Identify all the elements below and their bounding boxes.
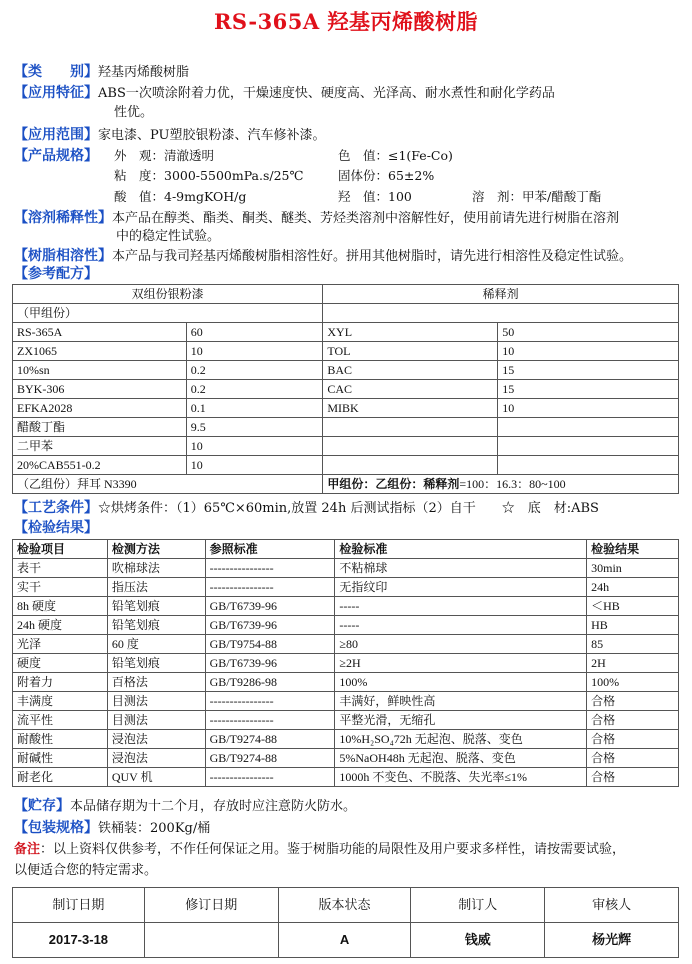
ingredient: 10%sn — [13, 361, 187, 380]
test-criterion: ----- — [335, 597, 587, 616]
signoff-header: 版本状态 — [278, 888, 411, 923]
features-text: ABS一次喷涂附着力优，干燥速度快、硬度高、光泽高、耐水煮性和耐化学药品 — [98, 86, 555, 101]
process-line — [14, 498, 599, 519]
test-method: QUV 机 — [107, 768, 205, 787]
ingredient: EFKA2028 — [13, 399, 187, 418]
amount: 9.5 — [186, 418, 323, 437]
table-row — [13, 616, 679, 635]
diluent-amount — [498, 437, 679, 456]
signoff-header-row — [13, 888, 679, 923]
table-row — [13, 597, 679, 616]
amount: 0.2 — [186, 361, 323, 380]
test-item: 8h 硬度 — [13, 597, 108, 616]
storage-text: 本品储存期为十二个月，存放时应注意防火防水。 — [70, 799, 357, 814]
spec-color: 色 值：≤1(Fe-Co) — [338, 148, 453, 163]
results-tag: 【检验结果】 — [14, 520, 98, 536]
ingredient: ZX1065 — [13, 342, 187, 361]
table-row — [13, 730, 679, 749]
amount: 10 — [186, 342, 323, 361]
formula-table — [12, 284, 679, 494]
table-row — [13, 654, 679, 673]
test-item: 耐老化 — [13, 768, 108, 787]
note-line — [14, 840, 625, 860]
diluent — [323, 418, 498, 437]
ratio-label: 甲组份：乙组份：稀释剂 — [327, 477, 460, 491]
compat-text: 本产品与我司羟基丙烯酸树脂相溶性好。拼用其他树脂时，请先进行相溶性及稳定性试验。 — [112, 249, 633, 264]
test-method: 浸泡法 — [107, 730, 205, 749]
spec-viscosity: 粘 度：3000-5500mPa.s/25℃ — [114, 168, 304, 183]
scope-tag: 【应用范围】 — [14, 127, 98, 143]
revision-date — [144, 923, 278, 958]
test-item: 表干 — [13, 559, 108, 578]
formula-group-b: （乙组份）拜耳 N3390 — [13, 475, 323, 494]
process-text: ☆烘烤条件：（1）65℃×60min,放置 24h 后测试指标（2）自干 ☆ 底 材:ABS — [98, 501, 599, 516]
reference-standard: GB/T6739-96 — [205, 616, 335, 635]
test-method: 指压法 — [107, 578, 205, 597]
packaging-line — [14, 818, 210, 839]
test-method: 浸泡法 — [107, 749, 205, 768]
reference-standard: ---------------- — [205, 559, 335, 578]
header-cell: 检验结果 — [587, 540, 679, 559]
test-method: 吹棉球法 — [107, 559, 205, 578]
test-method: 60 度 — [107, 635, 205, 654]
test-method: 目测法 — [107, 711, 205, 730]
diluent: XYL — [323, 323, 498, 342]
test-method: 铅笔划痕 — [107, 654, 205, 673]
diluent: MIBK — [323, 399, 498, 418]
table-row — [13, 559, 679, 578]
ingredient: RS-365A — [13, 323, 187, 342]
test-criterion: 不粘棉球 — [335, 559, 587, 578]
table-row — [13, 456, 679, 475]
signoff-header: 修订日期 — [144, 888, 278, 923]
test-item: 硬度 — [13, 654, 108, 673]
formula-group-a-row — [13, 304, 679, 323]
test-result: 2H — [587, 654, 679, 673]
spec-acid: 酸 值：4-9mgKOH/g — [114, 189, 247, 204]
test-method: 目测法 — [107, 692, 205, 711]
header-cell: 检验标准 — [335, 540, 587, 559]
diluent: CAC — [323, 380, 498, 399]
test-criterion: ----- — [335, 616, 587, 635]
diluent-amount — [498, 456, 679, 475]
note-tag: 备注 — [14, 842, 41, 857]
amount: 60 — [186, 323, 323, 342]
compat-line — [14, 246, 632, 267]
table-row — [13, 749, 679, 768]
diluent-amount — [498, 418, 679, 437]
diluent-amount: 15 — [498, 361, 679, 380]
test-criterion: 平整光滑，无缩孔 — [335, 711, 587, 730]
test-result: 合格 — [587, 749, 679, 768]
amount: 0.1 — [186, 399, 323, 418]
spec-solid: 固体份：65±2% — [338, 168, 435, 183]
diluent — [323, 437, 498, 456]
ingredient: 醋酸丁酯 — [13, 418, 187, 437]
formula-ratio — [323, 475, 679, 494]
test-result: ＜HB — [587, 597, 679, 616]
packaging-text: 铁桶装：200Kg/桶 — [98, 821, 211, 836]
table-row — [13, 380, 679, 399]
reference-standard: ---------------- — [205, 578, 335, 597]
test-item: 耐碱性 — [13, 749, 108, 768]
test-method: 铅笔划痕 — [107, 616, 205, 635]
reference-standard: ---------------- — [205, 692, 335, 711]
ingredient: BYK-306 — [13, 380, 187, 399]
amount: 10 — [186, 456, 323, 475]
test-result: HB — [587, 616, 679, 635]
test-criterion: ≥80 — [335, 635, 587, 654]
ratio-value: =100：16.3：80~100 — [459, 477, 566, 491]
reference-standard: GB/T9274-88 — [205, 749, 335, 768]
table-row — [13, 692, 679, 711]
issue-date: 2017-3-18 — [13, 923, 145, 958]
spec-solvent: 溶 剂：甲苯/醋酸丁酯 — [472, 189, 602, 204]
features-text-cont: 性优。 — [114, 105, 154, 120]
diluent-amount: 10 — [498, 342, 679, 361]
results-table — [12, 539, 679, 787]
formula-right-header: 稀释剂 — [323, 285, 679, 304]
reference-standard: ---------------- — [205, 711, 335, 730]
test-result: 100% — [587, 673, 679, 692]
test-item: 24h 硬度 — [13, 616, 108, 635]
reference-standard: ---------------- — [205, 768, 335, 787]
test-criterion: 丰满好，鲜映性高 — [335, 692, 587, 711]
header-cell: 检测方法 — [107, 540, 205, 559]
note-text: ：以上资料仅供参考，不作任何保证之用。鉴于树脂功能的局限性及用户要求多样性，请按需要试验， — [40, 842, 626, 857]
results-line — [14, 518, 98, 539]
test-item: 光泽 — [13, 635, 108, 654]
note-text-cont: 以便适合您的特定需求。 — [14, 863, 158, 878]
header-cell: 检验项目 — [13, 540, 108, 559]
amount: 10 — [186, 437, 323, 456]
table-row — [13, 635, 679, 654]
table-row — [13, 711, 679, 730]
formula-group-b-row — [13, 475, 679, 494]
diluent: TOL — [323, 342, 498, 361]
solubility-text-cont: 中的稳定性试验。 — [116, 229, 221, 244]
category-line — [14, 62, 189, 83]
table-row — [13, 673, 679, 692]
solubility-tag: 【溶剂稀释性】 — [14, 210, 112, 226]
reference-standard: GB/T9754-88 — [205, 635, 335, 654]
table-row — [13, 437, 679, 456]
diluent: BAC — [323, 361, 498, 380]
diluent-amount: 50 — [498, 323, 679, 342]
test-item: 附着力 — [13, 673, 108, 692]
test-method: 铅笔划痕 — [107, 597, 205, 616]
formula-line — [14, 264, 98, 285]
test-item: 耐酸性 — [13, 730, 108, 749]
table-row — [13, 342, 679, 361]
spec-line — [14, 146, 98, 167]
ingredient: 二甲苯 — [13, 437, 187, 456]
reference-standard: GB/T9274-88 — [205, 730, 335, 749]
spec-hydroxyl: 羟 值：100 — [338, 189, 412, 204]
category-text: 羟基丙烯酸树脂 — [98, 65, 190, 80]
reviewer: 杨光辉 — [545, 923, 679, 958]
packaging-tag: 【包装规格】 — [14, 820, 98, 836]
test-result: 合格 — [587, 692, 679, 711]
version-status: A — [278, 923, 411, 958]
test-criterion: 5%NaOH48h 无起泡、脱落、变色 — [335, 749, 587, 768]
spec-appearance: 外 观：清澈透明 — [114, 148, 215, 163]
table-row — [13, 361, 679, 380]
test-result: 合格 — [587, 711, 679, 730]
diluent — [323, 456, 498, 475]
signoff-table — [12, 887, 679, 958]
test-item: 丰满度 — [13, 692, 108, 711]
signoff-value-row — [13, 923, 679, 958]
storage-tag: 【贮存】 — [14, 798, 70, 814]
test-result: 合格 — [587, 768, 679, 787]
storage-line — [14, 796, 356, 817]
test-result: 24h — [587, 578, 679, 597]
test-result: 85 — [587, 635, 679, 654]
diluent-amount: 10 — [498, 399, 679, 418]
formula-tag: 【参考配方】 — [14, 266, 98, 282]
features-line — [14, 83, 555, 104]
features-tag: 【应用特征】 — [14, 85, 98, 101]
test-criterion: 无指纹印 — [335, 578, 587, 597]
signoff-header: 审核人 — [545, 888, 679, 923]
process-tag: 【工艺条件】 — [14, 500, 98, 516]
test-result: 30min — [587, 559, 679, 578]
author: 钱威 — [411, 923, 545, 958]
formula-group-a: （甲组份） — [13, 304, 323, 323]
solubility-line — [14, 208, 619, 229]
reference-standard: GB/T6739-96 — [205, 654, 335, 673]
solubility-text: 本产品在醇类、酯类、酮类、醚类、芳烃类溶剂中溶解性好，使用前请先进行树脂在溶剂 — [112, 211, 620, 226]
test-criterion: 100% — [335, 673, 587, 692]
category-tag: 【类 别】 — [14, 64, 98, 80]
test-criterion: 10%H₂SO₄72h 无起泡、脱落、变色 — [335, 730, 587, 749]
table-row — [13, 323, 679, 342]
table-row — [13, 578, 679, 597]
scope-line — [14, 125, 325, 146]
table-row — [13, 399, 679, 418]
amount: 0.2 — [186, 380, 323, 399]
reference-standard: GB/T9286-98 — [205, 673, 335, 692]
document-title: RS-365A 羟基丙烯酸树脂 — [213, 9, 479, 34]
header-cell: 参照标准 — [205, 540, 335, 559]
table-row — [13, 418, 679, 437]
diluent-amount: 15 — [498, 380, 679, 399]
ingredient: 20%CAB551-0.2 — [13, 456, 187, 475]
scope-text: 家电漆、PU塑胶银粉漆、汽车修补漆。 — [98, 128, 326, 143]
test-item: 实干 — [13, 578, 108, 597]
signoff-header: 制订人 — [411, 888, 545, 923]
reference-standard: GB/T6739-96 — [205, 597, 335, 616]
signoff-header: 制订日期 — [13, 888, 145, 923]
test-result: 合格 — [587, 730, 679, 749]
compat-tag: 【树脂相溶性】 — [14, 248, 112, 264]
test-criterion: ≥2H — [335, 654, 587, 673]
test-method: 百格法 — [107, 673, 205, 692]
formula-empty — [323, 304, 679, 323]
test-criterion: 1000h 不变色、不脱落、失光率≤1% — [335, 768, 587, 787]
test-item: 流平性 — [13, 711, 108, 730]
table-row — [13, 768, 679, 787]
results-header-row — [13, 540, 679, 559]
formula-left-header: 双组份银粉漆 — [13, 285, 323, 304]
spec-tag: 【产品规格】 — [14, 148, 98, 164]
formula-header-row — [13, 285, 679, 304]
